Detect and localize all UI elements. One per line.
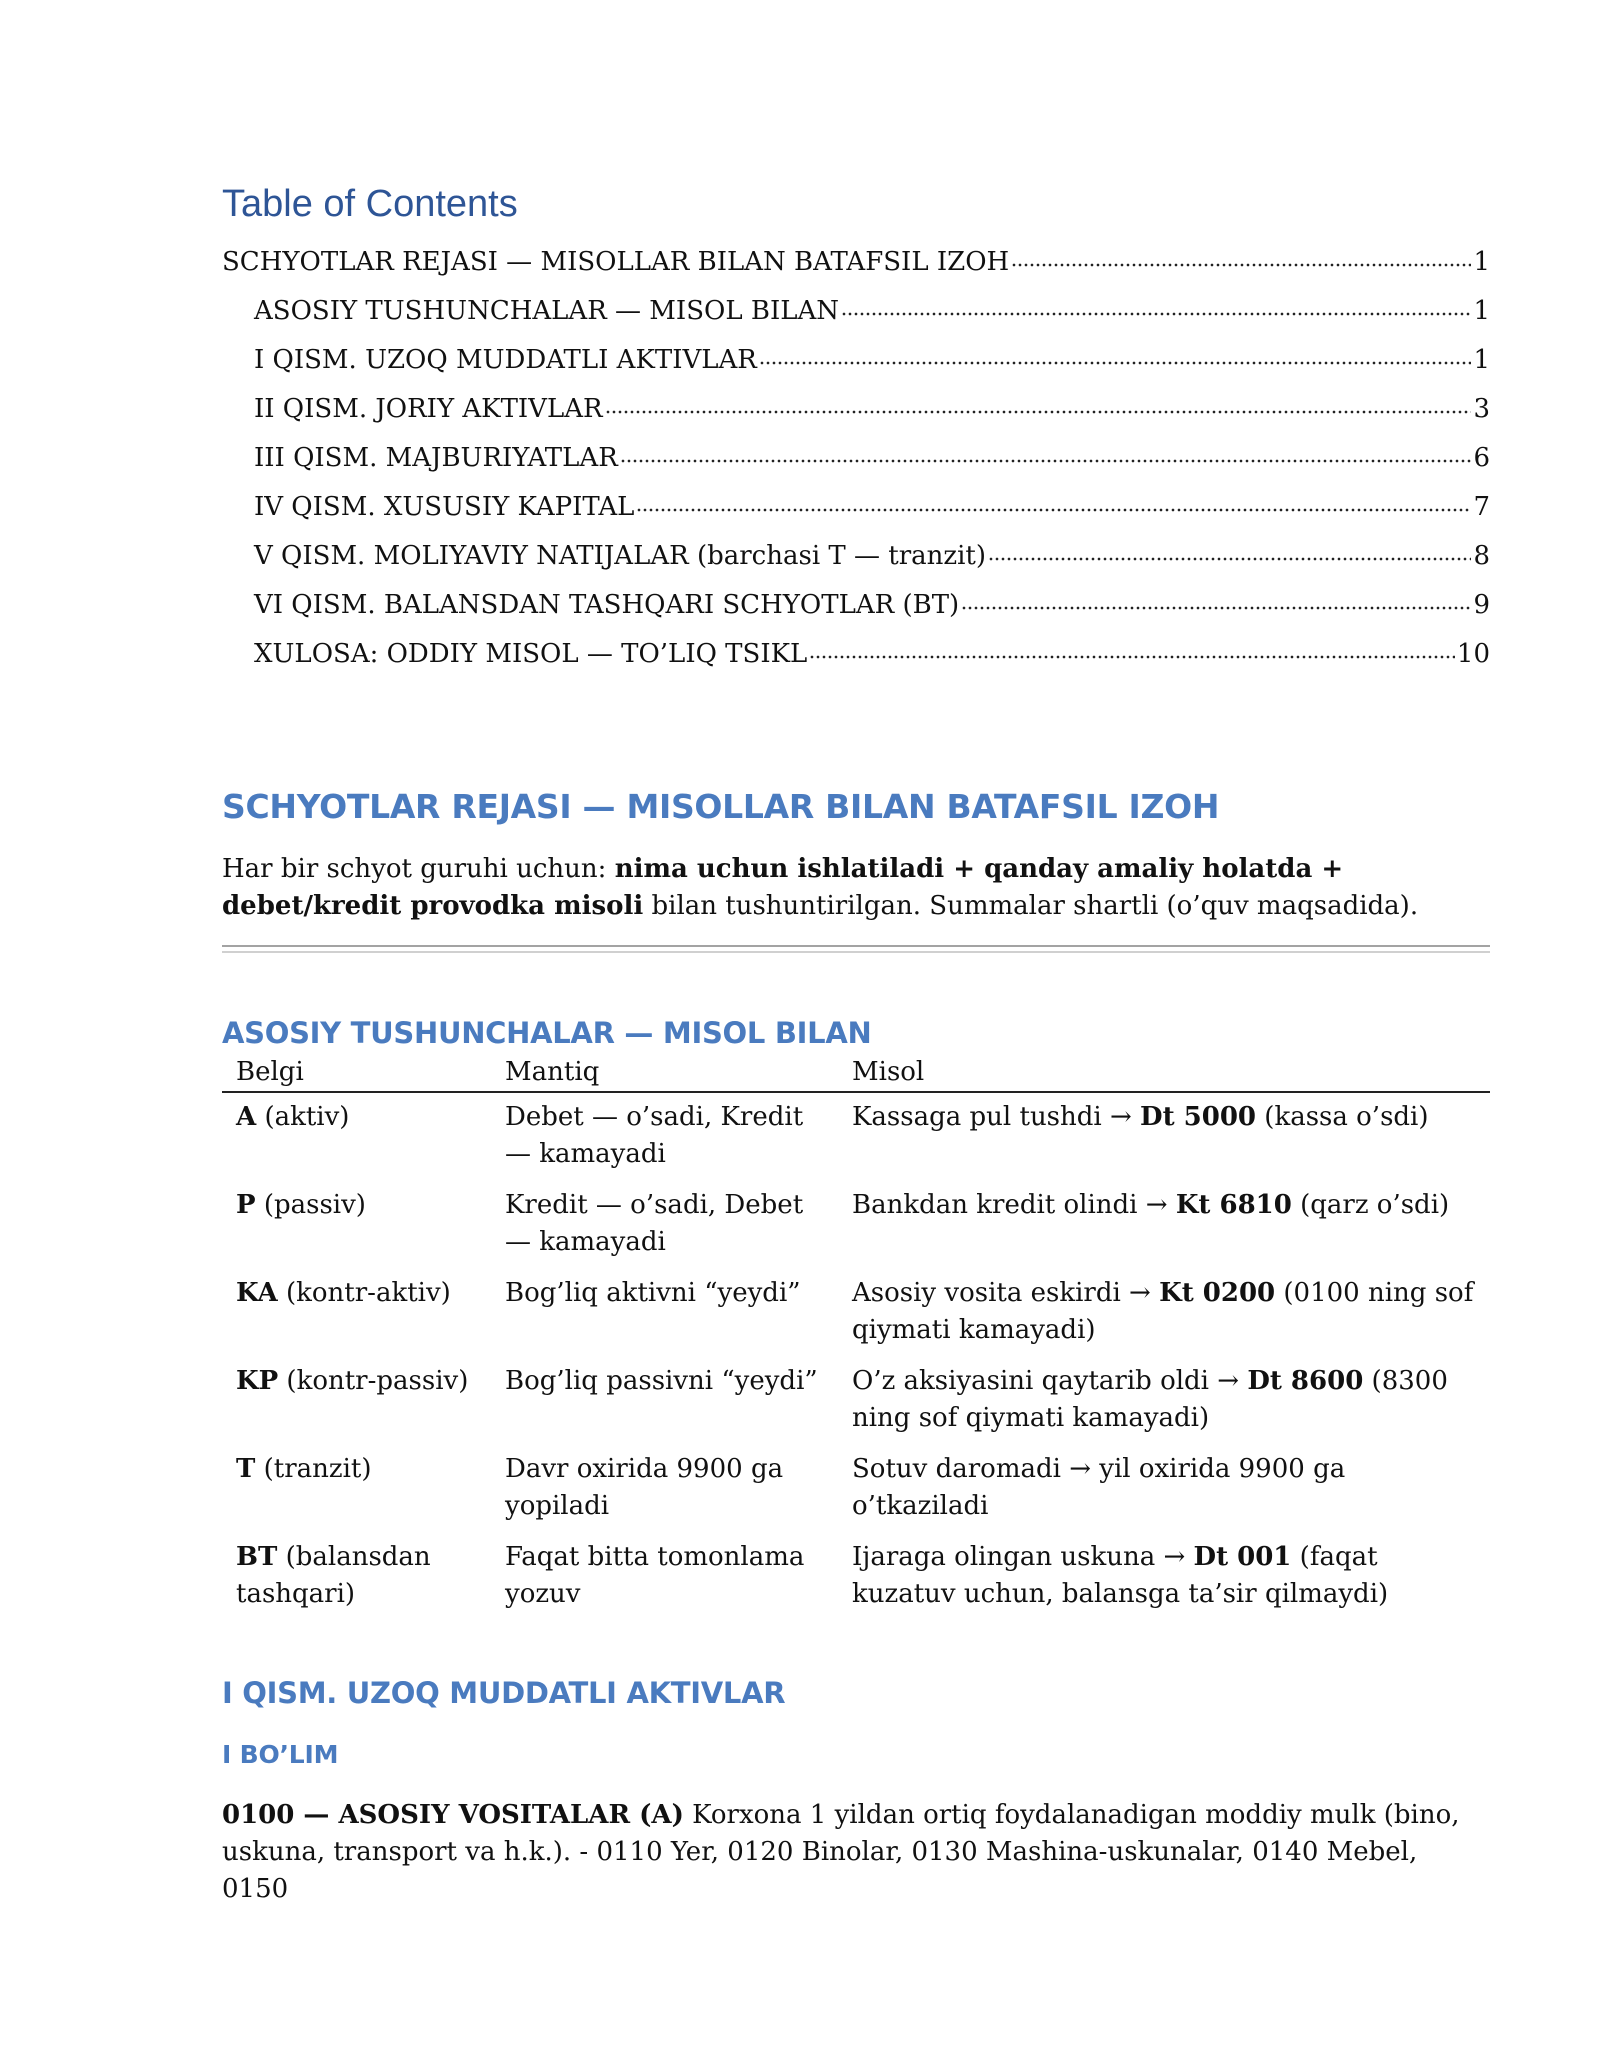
belgi-code: T	[236, 1454, 256, 1484]
misol-text: Asosiy vosita eskirdi →	[852, 1278, 1160, 1308]
belgi-label: (kontr-aktiv)	[277, 1278, 451, 1308]
cell-misol	[838, 1445, 1490, 1533]
cell-belgi	[222, 1181, 491, 1269]
toc-entry[interactable]	[222, 434, 1490, 483]
table-row	[222, 1357, 1490, 1445]
cell-mantiq: Debet — o’sadi, Kredit — kamayadi	[505, 1102, 804, 1169]
concepts-table-body	[222, 1092, 1490, 1621]
toc-entry-text: SCHYOTLAR REJASI — MISOLLAR BILAN BATAFSIL IZOH	[222, 247, 1010, 277]
column-header-mantiq: Mantiq	[491, 1053, 838, 1092]
toc-page-number: 1	[1473, 247, 1490, 277]
toc-title: Table of Contents	[222, 183, 518, 225]
toc-entry-text: II QISM. JORIY AKTIVLAR	[254, 394, 603, 424]
cell-belgi	[222, 1357, 491, 1445]
belgi-label: (aktiv)	[256, 1102, 350, 1132]
toc-entry[interactable]	[222, 385, 1490, 434]
toc-leader-dots	[620, 442, 1472, 468]
misol-note: (0100 ning sof qiymati kamayadi)	[852, 1278, 1474, 1345]
misol-text: Kassaga pul tushdi →	[852, 1102, 1141, 1132]
intro-text-1: Har bir schyot guruhi uchun:	[222, 854, 615, 884]
belgi-code: P	[236, 1190, 256, 1220]
misol-note: (kassa o’sdi)	[1256, 1102, 1429, 1132]
table-row	[222, 1533, 1490, 1621]
misol-text: O’z aksiyasini qaytarib oldi →	[852, 1366, 1248, 1396]
belgi-label: (tranzit)	[255, 1454, 372, 1484]
belgi-code: A	[236, 1102, 257, 1132]
toc-entry-text: XULOSA: ODDIY MISOL — TO’LIQ TSIKL	[254, 639, 808, 669]
cell-belgi	[222, 1445, 491, 1533]
part1-paragraph	[222, 1797, 1490, 1908]
misol-note: (8300 ning sof qiymati kamayadi)	[852, 1366, 1448, 1433]
table-row	[222, 1092, 1490, 1181]
concepts-table	[222, 1053, 1490, 1621]
cell-misol	[838, 1533, 1490, 1621]
concepts-heading: ASOSIY TUSHUNCHALAR — MISOL BILAN	[222, 1016, 872, 1050]
belgi-code: BT	[236, 1542, 278, 1572]
misol-entry: Dt 8600	[1247, 1366, 1364, 1396]
toc-entry[interactable]	[222, 581, 1490, 630]
misol-note: (qarz o’sdi)	[1291, 1190, 1450, 1220]
toc-entry-text: IV QISM. XUSUSIY KAPITAL	[254, 492, 635, 522]
toc-entry-text: ASOSIY TUSHUNCHALAR — MISOL BILAN	[254, 296, 840, 326]
part1-para-text: Korxona 1 yildan ortiq foydalanadigan moddiy mulk (bino, uskuna, transport va h.k.). - 0110 Yer, 0120 Binolar, 0130 Mashina-uskunalar, 0140 Mebel, 0150	[222, 1800, 1460, 1904]
misol-text: Ijaraga olingan uskuna →	[852, 1542, 1194, 1572]
table-header-row	[222, 1053, 1490, 1092]
belgi-label: (balansdan tashqari)	[236, 1542, 431, 1609]
table-row	[222, 1445, 1490, 1533]
toc-leader-dots	[1011, 246, 1471, 272]
toc-entry-text: I QISM. UZOQ MUDDATLI AKTIVLAR	[254, 345, 757, 375]
toc-leader-dots	[759, 344, 1472, 370]
toc-entry[interactable]	[222, 532, 1490, 581]
toc-entry-text: VI QISM. BALANSDAN TASHQARI SCHYOTLAR (BT)	[254, 590, 960, 620]
toc-page-number: 3	[1473, 394, 1490, 424]
intro-text-2: bilan tushuntirilgan. Summalar shartli (o’quv maqsadida).	[643, 891, 1419, 921]
belgi-label: (kontr-passiv)	[278, 1366, 469, 1396]
toc-entry-text: III QISM. MAJBURIYATLAR	[254, 443, 618, 473]
toc-leader-dots	[605, 393, 1472, 419]
toc-page-number: 9	[1473, 590, 1490, 620]
toc-leader-dots	[809, 638, 1455, 664]
cell-misol	[838, 1357, 1490, 1445]
table-row	[222, 1181, 1490, 1269]
cell-mantiq: Davr oxirida 9900 ga yopiladi	[505, 1454, 784, 1521]
toc-leader-dots	[988, 540, 1471, 566]
cell-mantiq: Kredit — o’sadi, Debet — kamayadi	[505, 1190, 804, 1257]
toc-page-number: 1	[1473, 296, 1490, 326]
cell-belgi	[222, 1269, 491, 1357]
toc-entry[interactable]	[222, 336, 1490, 385]
toc-list	[222, 238, 1490, 679]
misol-entry: Dt 5000	[1140, 1102, 1257, 1132]
toc-page-number: 10	[1456, 639, 1490, 669]
toc-leader-dots	[636, 491, 1471, 517]
main-heading: SCHYOTLAR REJASI — MISOLLAR BILAN BATAFSIL IZOH	[222, 787, 1220, 826]
toc-leader-dots	[841, 295, 1471, 321]
cell-misol	[838, 1269, 1490, 1357]
belgi-code: KA	[236, 1278, 278, 1308]
misol-note: (faqat kuzatuv uchun, balansga ta’sir qilmaydi)	[852, 1542, 1389, 1609]
part1-subheading: I BO’LIM	[222, 1740, 339, 1769]
page-content	[222, 178, 1490, 1908]
table-row	[222, 1269, 1490, 1357]
belgi-code: KP	[236, 1366, 279, 1396]
cell-misol	[838, 1181, 1490, 1269]
toc-leader-dots	[961, 589, 1471, 615]
toc-page-number: 1	[1473, 345, 1490, 375]
misol-text: Sotuv daromadi → yil oxirida 9900 ga o’tkaziladi	[852, 1454, 1346, 1521]
column-header-misol: Misol	[838, 1053, 1490, 1092]
toc-entry[interactable]	[222, 287, 1490, 336]
horizontal-rule	[222, 945, 1490, 953]
column-header-belgi: Belgi	[222, 1053, 491, 1092]
toc-page-number: 8	[1473, 541, 1490, 571]
toc-entry-text: V QISM. MOLIYAVIY NATIJALAR (barchasi T — tranzit)	[254, 541, 987, 571]
belgi-label: (passiv)	[255, 1190, 366, 1220]
cell-belgi	[222, 1533, 491, 1621]
intro-bold: nima uchun ishlatiladi + qanday amaliy holatda + debet/kredit provodka misoli	[222, 854, 1344, 921]
part1-heading: I QISM. UZOQ MUDDATLI AKTIVLAR	[222, 1676, 786, 1710]
cell-mantiq: Bog’liq aktivni “yeydi”	[505, 1278, 801, 1308]
misol-entry: Kt 6810	[1175, 1190, 1292, 1220]
cell-belgi	[222, 1092, 491, 1181]
cell-mantiq: Bog’liq passivni “yeydi”	[505, 1366, 818, 1396]
misol-entry: Kt 0200	[1159, 1278, 1276, 1308]
misol-text: Bankdan kredit olindi →	[852, 1190, 1176, 1220]
table-of-contents	[222, 178, 1490, 679]
misol-entry: Dt 001	[1193, 1542, 1292, 1572]
toc-entry[interactable]	[222, 483, 1490, 532]
toc-page-number: 7	[1473, 492, 1490, 522]
toc-entry[interactable]	[222, 630, 1490, 679]
cell-mantiq: Faqat bitta tomonlama yozuv	[505, 1542, 805, 1609]
toc-entry[interactable]	[222, 238, 1490, 287]
intro-paragraph	[222, 851, 1490, 925]
toc-page-number: 6	[1473, 443, 1490, 473]
cell-misol	[838, 1092, 1490, 1181]
part1-para-bold: 0100 — ASOSIY VOSITALAR (A)	[222, 1800, 684, 1830]
